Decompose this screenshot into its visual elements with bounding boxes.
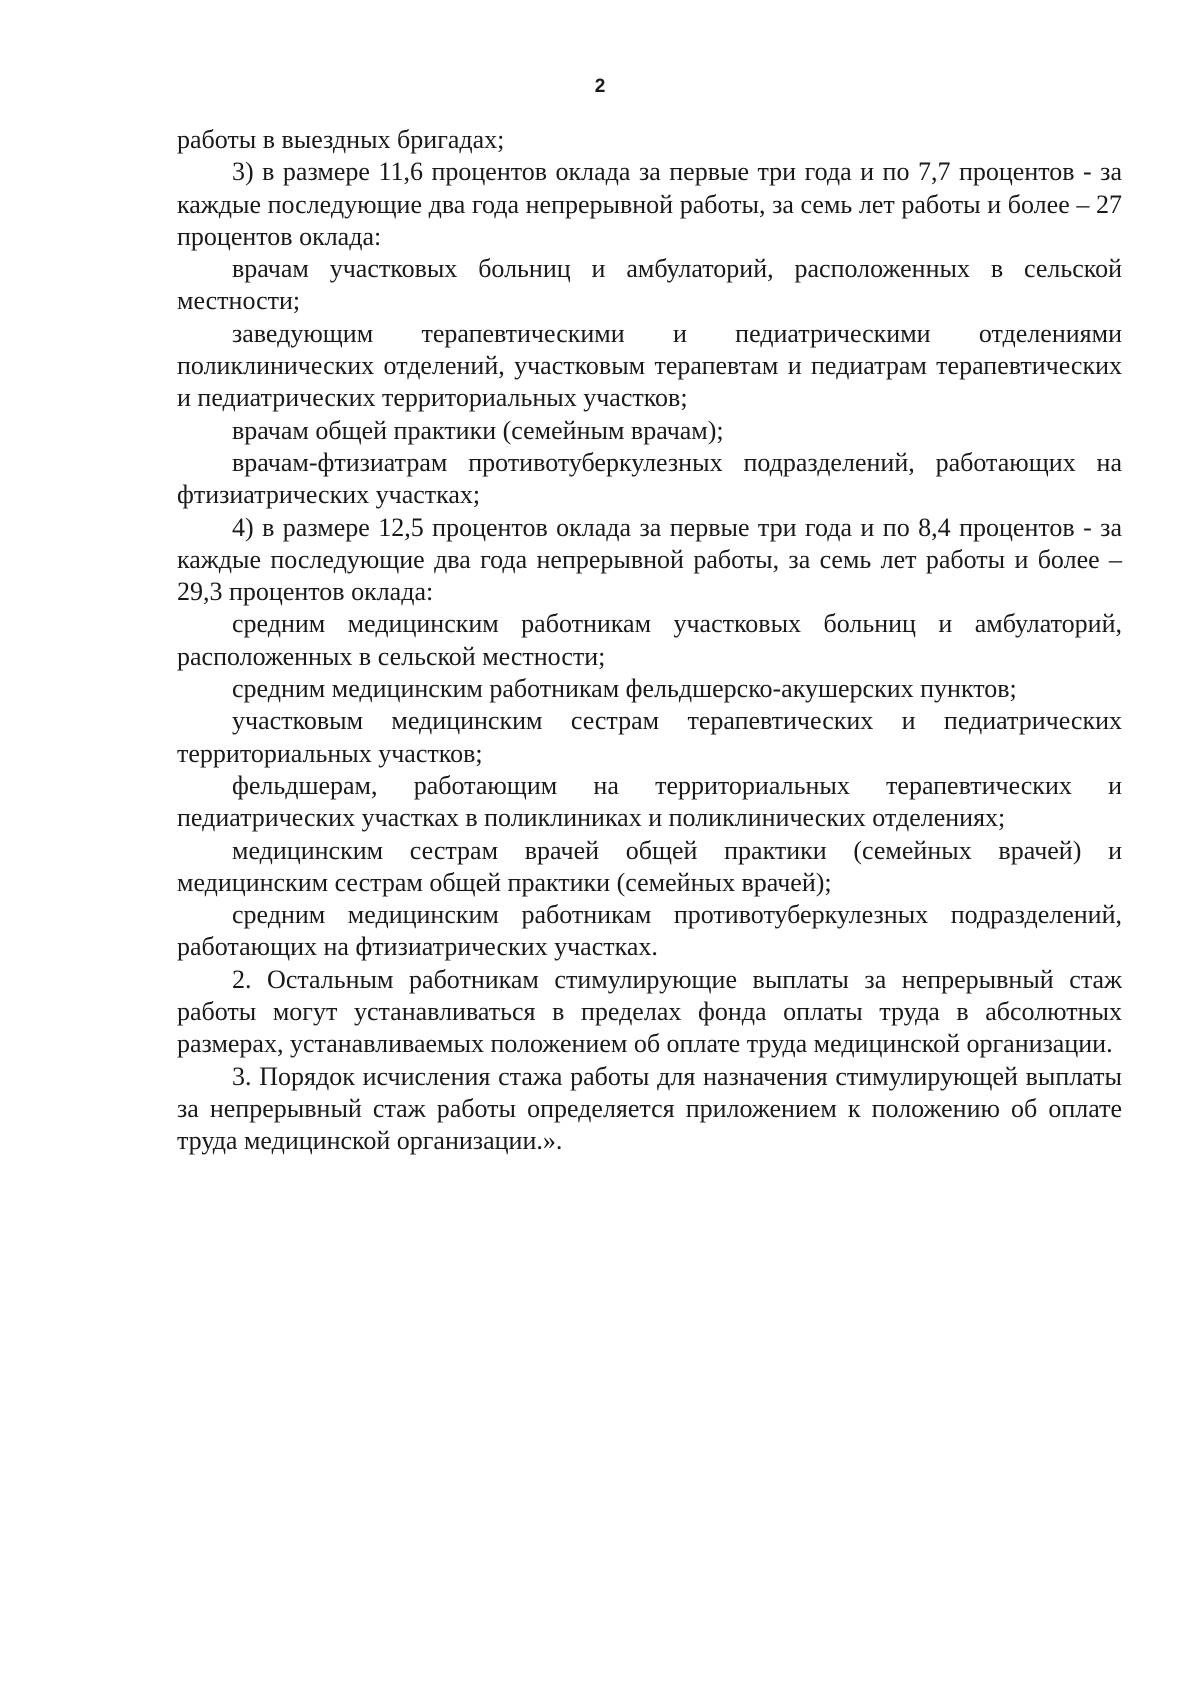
paragraph: врачам общей практики (семейным врачам); xyxy=(232,415,724,445)
paragraph: врачам участковых больниц и амбулаторий, расположенных в сельской местности; xyxy=(177,254,1122,316)
document-body xyxy=(177,124,1122,1158)
page-number: 2 xyxy=(594,76,606,97)
paragraph: 2. Остальным работникам стимулирующие выплаты за непрерывный стаж работы могут устанавливаться в пределах фонда оплаты труда в абсолютных размерах, устанавливаемых положением об оплате труда медицинской организации. xyxy=(177,964,1122,1059)
paragraph: 3. Порядок исчисления стажа работы для назначения стимулирующей выплаты за непрерывный стаж работы определяется приложением к положению об оплате труда медицинской организации.». xyxy=(177,1061,1122,1156)
paragraph: 4) в размере 12,5 процентов оклада за первые три года и по 8,4 процентов - за каждые последующие два года непрерывной работы, за семь лет работы и более – 29,3 процентов оклада: xyxy=(177,512,1122,607)
paragraph: врачам-фтизиатрам противотуберкулезных подразделений, работающих на фтизиатрических участках; xyxy=(177,447,1122,510)
paragraph: средним медицинским работникам участковых больниц и амбулаторий, расположенных в сельской местности; xyxy=(177,609,1122,671)
paragraph: участковым медицинским сестрам терапевтических и педиатрических территориальных участков; xyxy=(177,706,1122,768)
paragraph: средним медицинским работникам фельдшерско-акушерских пунктов; xyxy=(232,674,1017,704)
paragraph: работы в выездных бригадах; xyxy=(177,125,505,154)
paragraph: средним медицинским работникам противотуберкулезных подразделений, работающих на фтизиатрических участках. xyxy=(177,900,1122,962)
paragraph: заведующим терапевтическими и педиатрическими отделениями поликлинических отделений, участковым терапевтам и педиатрам терапевтических и педиатрических территориальных участков; xyxy=(177,318,1122,413)
paragraph: фельдшерам, работающим на территориальных терапевтических и педиатрических участках в поликлиниках и поликлинических отделениях; xyxy=(177,770,1122,833)
paragraph: 3) в размере 11,6 процентов оклада за первые три года и по 7,7 процентов - за каждые последующие два года непрерывной работы, за семь лет работы и более – 27 процентов оклада: xyxy=(177,157,1122,251)
paragraph: медицинским сестрам врачей общей практики (семейных врачей) и медицинским сестрам общей практики (семейных врачей); xyxy=(177,835,1122,897)
